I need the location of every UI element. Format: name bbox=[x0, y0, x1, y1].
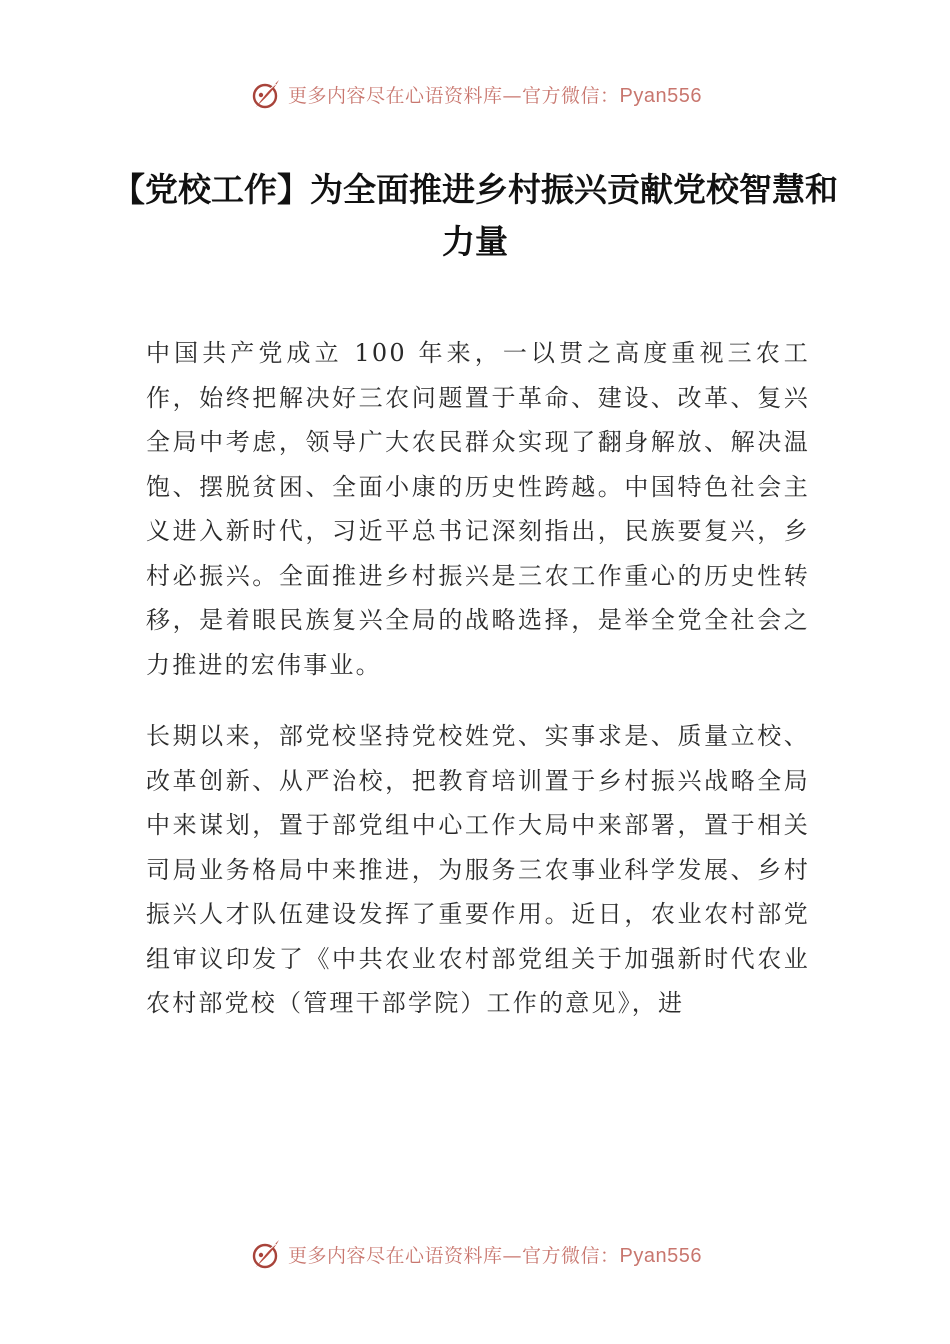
banner-separator: — bbox=[502, 1244, 523, 1267]
footer-banner bbox=[0, 1234, 950, 1274]
footer-banner-text bbox=[288, 1241, 702, 1268]
feather-quill-logo-icon bbox=[248, 77, 282, 111]
wechat-label: 官方微信： bbox=[522, 84, 620, 107]
body-paragraph-1: 中国共产党成立 100 年来，一以贯之高度重视三农工作，始终把解决好三农问题置于革命、建设、改革、复兴全局中考虑，领导广大农民群众实现了翻身解放、解决温饱、摆脱贫困、全面小康的历史性跨越。中国特色社会主义进入新时代，习近平总书记深刻指出，民族要复兴，乡村必振兴。全面推进乡村振兴是三农工作重心的历史性转移，是着眼民族复兴全局的战略选择，是举全党全社会之力推进的宏伟事业。 bbox=[146, 339, 810, 679]
wechat-id: Pyan556 bbox=[619, 84, 702, 107]
footer-banner-content bbox=[248, 1237, 702, 1271]
header-banner bbox=[0, 74, 950, 114]
header-banner-text bbox=[288, 81, 702, 108]
banner-main-text: 更多内容尽在心语资料库 bbox=[288, 84, 503, 107]
feather-quill-logo-icon bbox=[248, 1237, 282, 1271]
document-title: 【党校工作】为全面推进乡村振兴贡献党校智慧和力量 bbox=[112, 170, 838, 261]
wechat-label: 官方微信： bbox=[522, 1244, 620, 1267]
header-banner-content bbox=[248, 77, 702, 111]
body-paragraph-2: 长期以来，部党校坚持党校姓党、实事求是、质量立校、改革创新、从严治校，把教育培训置于乡村振兴战略全局中来谋划，置于部党组中心工作大局中来部署，置于相关司局业务格局中来推进，为服务三农事业科学发展、乡村振兴人才队伍建设发挥了重要作用。近日，农业农村部党组审议印发了《中共农业农村部党组关于加强新时代农业农村部党校（管理干部学院）工作的意见》，进 bbox=[146, 722, 810, 1017]
banner-main-text: 更多内容尽在心语资料库 bbox=[288, 1244, 503, 1267]
banner-separator: — bbox=[502, 84, 523, 107]
wechat-id: Pyan556 bbox=[619, 1244, 702, 1267]
